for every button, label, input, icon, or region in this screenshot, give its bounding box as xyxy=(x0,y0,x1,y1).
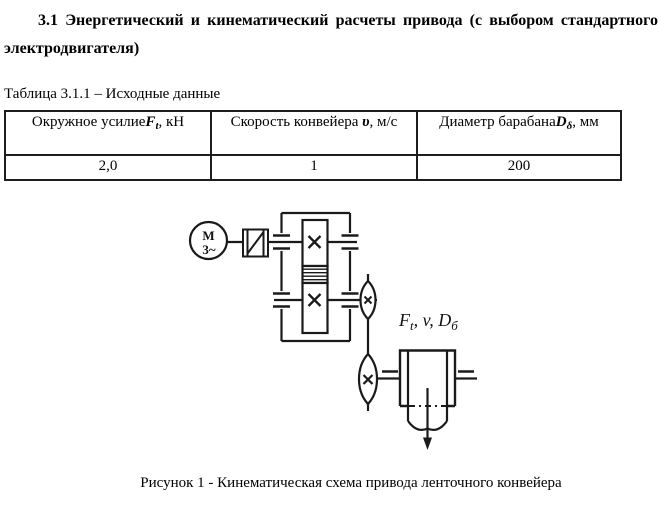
table-caption: Таблица 3.1.1 – Исходные данные xyxy=(4,86,221,102)
table-value-row xyxy=(5,155,621,180)
gear-mesh xyxy=(303,266,328,283)
kinematic-diagram xyxy=(185,203,480,465)
motor-label-bottom: 3~ xyxy=(202,242,216,257)
gear-upper xyxy=(303,220,328,266)
motor-label-top: М xyxy=(202,228,215,243)
value-cell-speed: 1 xyxy=(211,155,417,180)
diagram-annotation: $F_t$, v, $D_б$ xyxy=(399,310,458,333)
initial-data-table xyxy=(4,110,622,181)
sprocket-upper xyxy=(361,281,376,319)
coupling-symbol xyxy=(243,230,268,257)
sprocket-lower xyxy=(359,354,377,404)
force-unit: , кН xyxy=(158,114,185,130)
force-subscript: t xyxy=(155,120,159,132)
section-heading: 3.1 Энергетический и кинематический расчеты привода (с выбором стандартного электродвигателя) xyxy=(4,12,658,57)
header-text: Скорость конвейера xyxy=(230,114,363,130)
figure-caption: Рисунок 1 - Кинематическая схема привода ленточного конвейера xyxy=(140,475,562,491)
diameter-subscript: δ xyxy=(566,120,573,132)
header-text: Диаметр барабана xyxy=(439,114,556,130)
value-cell-diameter: 200 xyxy=(417,155,621,180)
table-header-row xyxy=(5,111,621,155)
value-cell-force: 2,0 xyxy=(5,155,211,180)
header-text: Окружное усилие xyxy=(31,114,146,130)
header-cell-diameter xyxy=(417,111,621,155)
motor-symbol xyxy=(190,222,227,259)
diameter-symbol: D xyxy=(555,114,567,130)
header-cell-speed xyxy=(211,111,417,155)
gear-lower xyxy=(303,283,328,333)
speed-unit: , м/с xyxy=(369,114,398,130)
diameter-unit: , мм xyxy=(572,114,599,130)
header-cell-force xyxy=(5,111,211,155)
speed-symbol: υ xyxy=(362,114,370,130)
force-symbol: F xyxy=(145,114,156,130)
